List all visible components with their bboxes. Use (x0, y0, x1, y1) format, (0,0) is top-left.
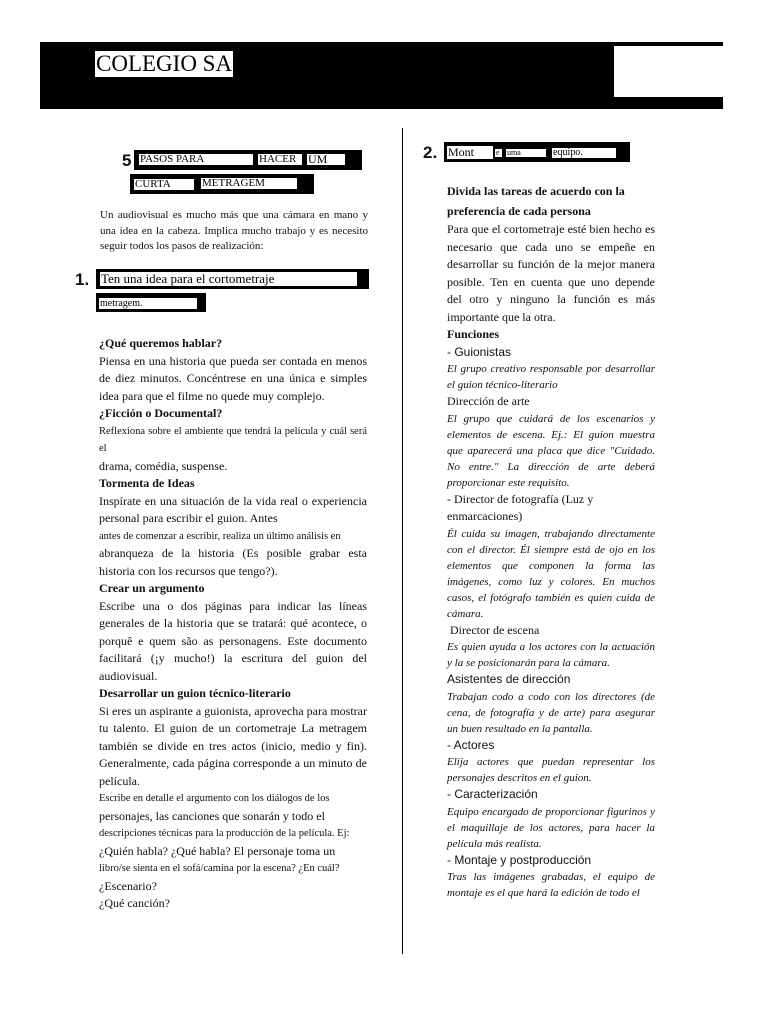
role-title: - Caracterización (447, 787, 538, 801)
role-desc: Él cuida su imagen, trabajando directamente con el director. Él siempre está de ojo en los elementos que componen la forma las imágenes, como luz y colores. En muchos casos, el fotógrafo también es quien cuida de cámara. (447, 527, 655, 620)
role-desc: Elija actores que puedan representar los personajes descritos en el guion. (447, 756, 655, 784)
q3-heading: Tormenta de Ideas (99, 476, 195, 490)
q1-text: Piensa en una historia que pueda ser contada en menos de diez minutos. Concéntrese en una única e simples idea para que el filme no quede muy complejo. (99, 353, 367, 403)
section-2-word: Mont (447, 146, 493, 159)
section-2-word: e (495, 149, 502, 157)
title-word: UM (307, 154, 345, 165)
role-desc: Equipo encargado de proporcionar figurinos y el maquillaje de los actores, para hacer la película más realista. (447, 805, 655, 850)
q5-small-1: Escribe en detalle el argumento con los diálogos de los (99, 793, 330, 804)
title-word: HACER (258, 154, 302, 165)
logo-placeholder (614, 46, 723, 97)
q4-text: Escribe una o dos páginas para indicar las líneas generales de la historia que se tratará: qué acontece, o porquê e quem são as personagens. Este documento facilitará (¡y mucho!) la escritura del guion del audiovisual. (99, 598, 367, 683)
q3-text-b: abranqueza de la historia (Es posible grabar esta historia con los recursos que tengo?). (99, 546, 367, 578)
role-title: Dirección de arte (447, 394, 530, 408)
title-bar-2 (130, 174, 314, 194)
q2-text-small: Reflexiona sobre el ambiente que tendrá la película y cuál será el (99, 425, 367, 454)
q2-heading: ¿Ficción o Documental? (99, 406, 223, 420)
role-desc: Es quien ayuda a los actores con la actuación y la se posicionarán para la cámara. (447, 641, 655, 669)
title-word: PASOS PARA (139, 154, 253, 165)
section-1-title-bar (96, 269, 369, 289)
title-word: CURTA (134, 179, 194, 190)
funciones-heading: Funciones (447, 327, 500, 341)
section-2-word: uma (506, 149, 546, 157)
section-2-title-bar (444, 142, 630, 162)
title-word: METRAGEM (201, 178, 297, 189)
q5-small-2: descripciones técnicas para la producción de la película. Ej: (99, 828, 350, 839)
role-title: - Director de fotografía (Luz y enmarcaciones) (447, 491, 594, 523)
q4-heading: Crear un argumento (99, 581, 205, 595)
q3-text-small: antes de comenzar a escribir, realiza un último análisis en (99, 530, 341, 542)
role-title: - Montaje y postproducción (447, 852, 592, 867)
q5-small-3: libro/se sienta en el sofá/camina por la escena? ¿En cuál? (99, 863, 340, 874)
q2-text: drama, comédia, suspense. (99, 458, 228, 473)
role-desc: El grupo que cuidará de los escenarios y elementos de escena. Ej.: El guion muestra que aparecerá una placa que dice "Cuidado. No entre." La dirección de arte deberá proporcionar este requisito. (447, 412, 655, 489)
section-2-number: 2. (423, 143, 438, 162)
lead-heading: Divida las tareas de acuerdo con la preferencia de cada persona (447, 184, 625, 218)
section-1-sub-bar (96, 293, 206, 312)
role-desc: Tras las imágenes grabadas, el equipo de montaje es el que hará la edición de todo el (447, 871, 655, 899)
intro-text: Un audiovisual es mucho más que una cámara en mano y una idea en la cabeza. Implica mucho trabajo y es necesito seguir todos los pasos de realización: (100, 209, 368, 252)
school-name: COLEGIO SA (96, 51, 233, 76)
right-body (447, 182, 655, 901)
role-title: - Actores (447, 737, 495, 752)
section-2-word: equipo. (552, 148, 616, 158)
role-title: Asistentes de dirección (447, 672, 571, 686)
q5-text-5: ¿Qué canción? (99, 896, 170, 910)
column-divider (402, 128, 403, 954)
lead-text: Para que el cortometraje esté bien hecho es necesario que cada uno se empeñe en desarrollar su función de la mejor manera posible. Ten en cuenta que uno depende del otro y ninguno la función es más importante que la otra. (447, 222, 655, 324)
section-1-sub: metragem. (99, 298, 197, 309)
q5-text: Si eres un aspirante a guionista, aprovecha para mostrar tu talento. El guion de un cortometraje La metragem también se divide en tres actos (inicio, medio y fin). Generalmente, cada página corresponde a un minuto de película. (99, 703, 367, 788)
section-1-number: 1. (75, 270, 90, 289)
role-title: Director de escena (450, 622, 540, 637)
section-1-title: Ten una idea para el cortometraje (100, 272, 357, 286)
q5-text-2: personajes, las canciones que sonarán y todo el (99, 808, 325, 823)
q1-heading: ¿Qué queremos hablar? (99, 336, 223, 350)
left-body (99, 335, 367, 913)
role-desc: El grupo creativo responsable por desarrollar el guion técnico-literario (447, 363, 655, 391)
title-bar-1 (134, 150, 362, 170)
step-number: 5 (122, 151, 132, 170)
role-title: - Guionistas (447, 344, 512, 359)
role-desc: Trabajan codo a codo con los directores (de cena, de fotografía y de arte) para asegurar un buen resultado en la pantalla. (447, 690, 655, 735)
q3-text-a: Inspírate en una situación de la vida real o experiencia personal para escribir el guion. Antes (99, 493, 367, 525)
q5-text-4: ¿Escenario? (99, 878, 157, 893)
q5-heading: Desarrollar un guion técnico-literario (99, 686, 291, 700)
q5-text-3: ¿Quién habla? ¿Qué habla? El personaje toma un (99, 843, 336, 858)
